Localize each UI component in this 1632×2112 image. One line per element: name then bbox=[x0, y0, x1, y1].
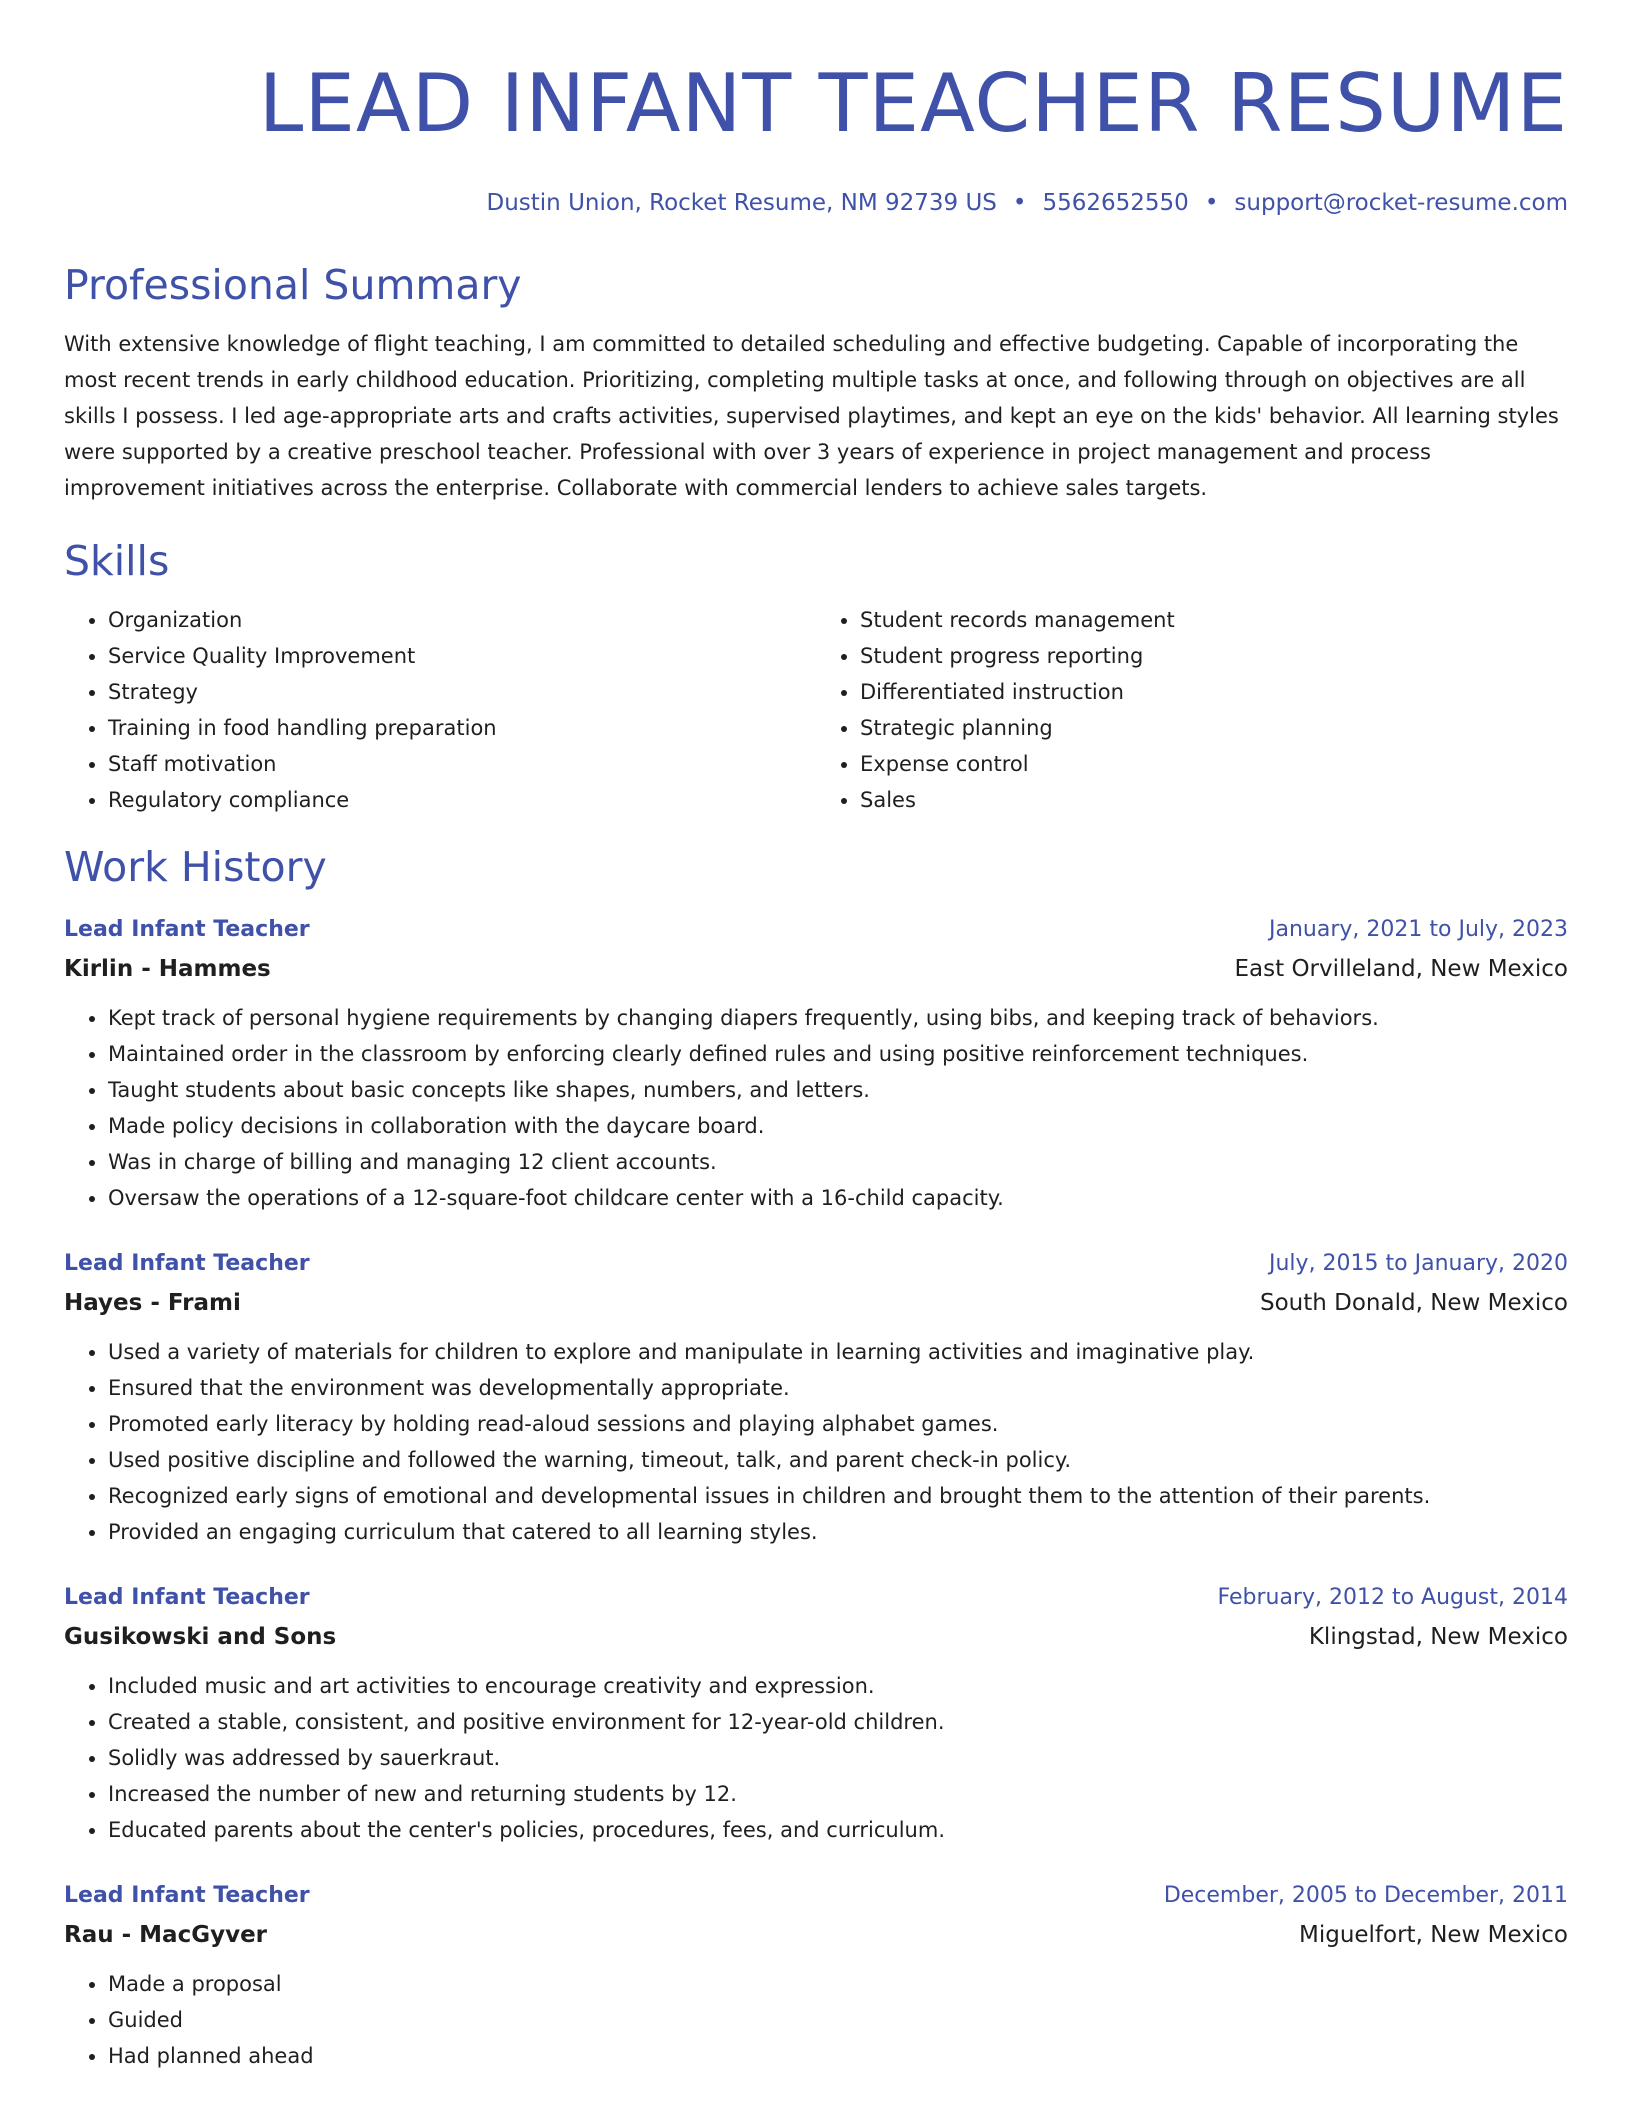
job-header bbox=[64, 1578, 1568, 1618]
job-bullet: • Guided bbox=[108, 2002, 1568, 2038]
summary-heading: Professional Summary bbox=[64, 261, 522, 309]
skill-item: • Student progress reporting bbox=[860, 638, 1568, 674]
job-dates: January, 2021 to July, 2023 bbox=[1269, 917, 1568, 942]
job-bullet: • Oversaw the operations of a 12-square-foot childcare center with a 16-child capacity. bbox=[108, 1180, 1568, 1216]
resume-title: LEAD INFANT TEACHER RESUME bbox=[258, 57, 1568, 150]
job-entry bbox=[64, 1244, 1568, 1550]
skills-heading: Skills bbox=[64, 537, 170, 585]
job-bullet: • Made a proposal bbox=[108, 1966, 1568, 2002]
job-dates: February, 2012 to August, 2014 bbox=[1217, 1585, 1568, 1610]
job-header bbox=[64, 910, 1568, 950]
skill-item: • Training in food handling preparation bbox=[108, 710, 816, 746]
job-bullets bbox=[64, 1668, 1568, 1848]
job-location: Miguelfort, New Mexico bbox=[1298, 1922, 1568, 1948]
resume-page bbox=[64, 0, 1568, 2074]
job-company: Gusikowski and Sons bbox=[64, 1624, 337, 1650]
job-bullets bbox=[64, 1000, 1568, 1216]
job-bullet: • Increased the number of new and returning students by 12. bbox=[108, 1776, 1568, 1812]
job-bullet: • Used positive discipline and followed the warning, timeout, talk, and parent check-in policy. bbox=[108, 1442, 1568, 1478]
contact-separator: • bbox=[1012, 190, 1027, 216]
job-bullet: • Solidly was addressed by sauerkraut. bbox=[108, 1740, 1568, 1776]
skill-item: • Service Quality Improvement bbox=[108, 638, 816, 674]
job-role: Lead Infant Teacher bbox=[64, 1251, 310, 1276]
job-role: Lead Infant Teacher bbox=[64, 1883, 310, 1908]
skill-item: • Student records management bbox=[860, 602, 1568, 638]
contact-separator: • bbox=[1204, 190, 1219, 216]
job-subheader bbox=[64, 950, 1568, 988]
job-bullet: • Was in charge of billing and managing 12 client accounts. bbox=[108, 1144, 1568, 1180]
contact-address: Dustin Union, Rocket Resume, NM 92739 US bbox=[486, 190, 997, 216]
job-company: Kirlin - Hammes bbox=[64, 956, 271, 982]
job-bullet: • Provided an engaging curriculum that catered to all learning styles. bbox=[108, 1514, 1568, 1550]
job-bullet: • Made policy decisions in collaboration with the daycare board. bbox=[108, 1108, 1568, 1144]
job-entry bbox=[64, 1876, 1568, 2074]
job-bullet: • Recognized early signs of emotional and developmental issues in children and brought them to the attention of their parents. bbox=[108, 1478, 1568, 1514]
job-bullet: • Kept track of personal hygiene requirements by changing diapers frequently, using bibs, and keeping track of behaviors. bbox=[108, 1000, 1568, 1036]
job-dates: December, 2005 to December, 2011 bbox=[1163, 1883, 1568, 1908]
job-subheader bbox=[64, 1284, 1568, 1322]
job-entry bbox=[64, 1578, 1568, 1848]
skill-item: • Strategic planning bbox=[860, 710, 1568, 746]
job-bullet: • Taught students about basic concepts like shapes, numbers, and letters. bbox=[108, 1072, 1568, 1108]
job-bullet: • Had planned ahead bbox=[108, 2038, 1568, 2074]
job-bullet: • Included music and art activities to encourage creativity and expression. bbox=[108, 1668, 1568, 1704]
job-bullets bbox=[64, 1334, 1568, 1550]
job-location: Klingstad, New Mexico bbox=[1308, 1624, 1568, 1650]
job-location: East Orvilleland, New Mexico bbox=[1234, 956, 1568, 982]
skills-column-right bbox=[816, 602, 1568, 818]
skill-item: • Organization bbox=[108, 602, 816, 638]
job-dates: July, 2015 to January, 2020 bbox=[1269, 1251, 1568, 1276]
job-subheader bbox=[64, 1618, 1568, 1656]
skill-item: • Staff motivation bbox=[108, 746, 816, 782]
job-company: Rau - MacGyver bbox=[64, 1922, 268, 1948]
contact-phone: 5562652550 bbox=[1042, 190, 1189, 216]
job-entry bbox=[64, 910, 1568, 1216]
job-bullet: • Promoted early literacy by holding read-aloud sessions and playing alphabet games. bbox=[108, 1406, 1568, 1442]
job-bullet: • Educated parents about the center's policies, procedures, fees, and curriculum. bbox=[108, 1812, 1568, 1848]
skills-list bbox=[64, 602, 1568, 818]
skill-item: • Differentiated instruction bbox=[860, 674, 1568, 710]
job-header bbox=[64, 1876, 1568, 1916]
job-role: Lead Infant Teacher bbox=[64, 1585, 310, 1610]
contact-email: support@rocket-resume.com bbox=[1234, 190, 1568, 216]
job-subheader bbox=[64, 1916, 1568, 1954]
summary-text: With extensive knowledge of flight teaching, I am committed to detailed scheduling and effective budgeting. Capable of incorporating the most recent trends in early childhood education. Prioritizing, completing multiple tasks at once, and following through on objectives are all skills I possess. I led age-appropriate arts and crafts activities, supervised playtimes, and kept an eye on the kids' behavior. All learning styles were supported by a creative preschool teacher. Professional with over 3 years of experience in project management and process improvement initiatives across the enterprise. Collaborate with commercial lenders to achieve sales targets. bbox=[64, 332, 1559, 500]
skills-column-left bbox=[64, 602, 816, 818]
job-company: Hayes - Frami bbox=[64, 1290, 241, 1316]
skill-item: • Regulatory compliance bbox=[108, 782, 816, 818]
contact-line bbox=[64, 190, 1568, 216]
job-role: Lead Infant Teacher bbox=[64, 917, 310, 942]
work-history-heading: Work History bbox=[64, 843, 327, 891]
job-location: South Donald, New Mexico bbox=[1259, 1290, 1568, 1316]
skill-item: • Sales bbox=[860, 782, 1568, 818]
skill-item: • Strategy bbox=[108, 674, 816, 710]
job-header bbox=[64, 1244, 1568, 1284]
job-bullet: • Ensured that the environment was developmentally appropriate. bbox=[108, 1370, 1568, 1406]
skill-item: • Expense control bbox=[860, 746, 1568, 782]
job-bullets bbox=[64, 1966, 1568, 2074]
job-bullet: • Maintained order in the classroom by enforcing clearly defined rules and using positive reinforcement techniques. bbox=[108, 1036, 1568, 1072]
job-bullet: • Created a stable, consistent, and positive environment for 12-year-old children. bbox=[108, 1704, 1568, 1740]
job-bullet: • Used a variety of materials for children to explore and manipulate in learning activities and imaginative play. bbox=[108, 1334, 1568, 1370]
